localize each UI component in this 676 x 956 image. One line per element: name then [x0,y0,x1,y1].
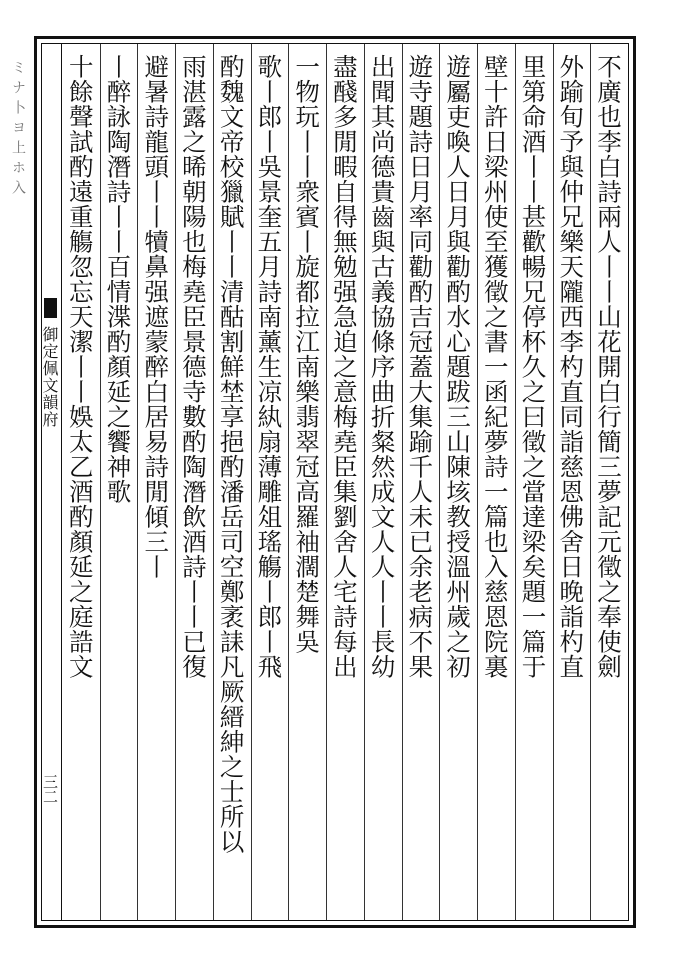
text-column: 遊屬吏喚人日月與勸酌水心題跋三山陳垓教授溫州歲之初 [439,44,477,920]
page-inner-border [41,43,629,921]
page-frame [34,36,636,928]
text-column: 外踰旬予與仲兄樂天隴西李杓直同詣慈恩佛舍日晚詣杓直 [553,44,591,920]
book-title: 御定佩文韻府 [40,326,59,428]
page-number: 三二 [41,774,59,804]
text-column: 避暑詩龍頭丨丨犢鼻强遮蒙醉白居易詩閒傾三丨 [137,44,175,920]
text-columns [62,44,628,920]
text-column: 十餘聲試酌遠重觴忽忘天潔丨丨娛太乙酒酌顏延之庭誥文 [65,54,95,679]
adjacent-page-edge-text: ミナ卜ヨ上ホ入 [10,60,26,200]
text-column: 酌魏文帝校獵賦丨丨清酤割鮮埜享挹酌潘岳司空鄭袤誄凡厥縉紳之士所以 [213,44,251,920]
page-margin-strip [42,44,62,920]
text-column: 里第命酒丨丨甚歡暢兄停杯久之曰徵之當達梁矣題一篇于 [515,44,553,920]
text-column: 出聞其尚德貴齒與古義協條序曲折粲然成文人人丨丨長幼 [364,44,402,920]
text-column: 丨醉詠陶潛詩丨丨百情渫酌顏延之饗神歌 [100,44,138,920]
text-column: 歌丨郎丨吳景奎五月詩南薰生凉紈扇薄雕俎瑤觴丨郎丨飛 [251,44,289,920]
text-column: 盡醆多閒暇自得無勉强急迫之意梅堯臣集劉舍人宅詩每出 [326,44,364,920]
text-column: 不廣也李白詩兩人丨丨山花開白行簡三夢記元徵之奉使劍 [590,44,628,920]
text-column: 一物玩丨丨衆賓丨旋都拉江南樂翡翠冠高羅袖濶楚舞吳 [288,44,326,920]
text-column: 遊寺題詩日月率同勸酌吉冠蓋大集踰千人未已余老病不果 [402,44,440,920]
fishtail-block-mark [44,298,57,318]
text-column: 雨湛露之晞朝陽也梅堯臣景德寺數酌陶潛飲酒詩丨丨已復 [175,44,213,920]
text-column: 壁十許日梁州使至獲徵之書一函紀夢詩一篇也入慈恩院裏 [477,44,515,920]
